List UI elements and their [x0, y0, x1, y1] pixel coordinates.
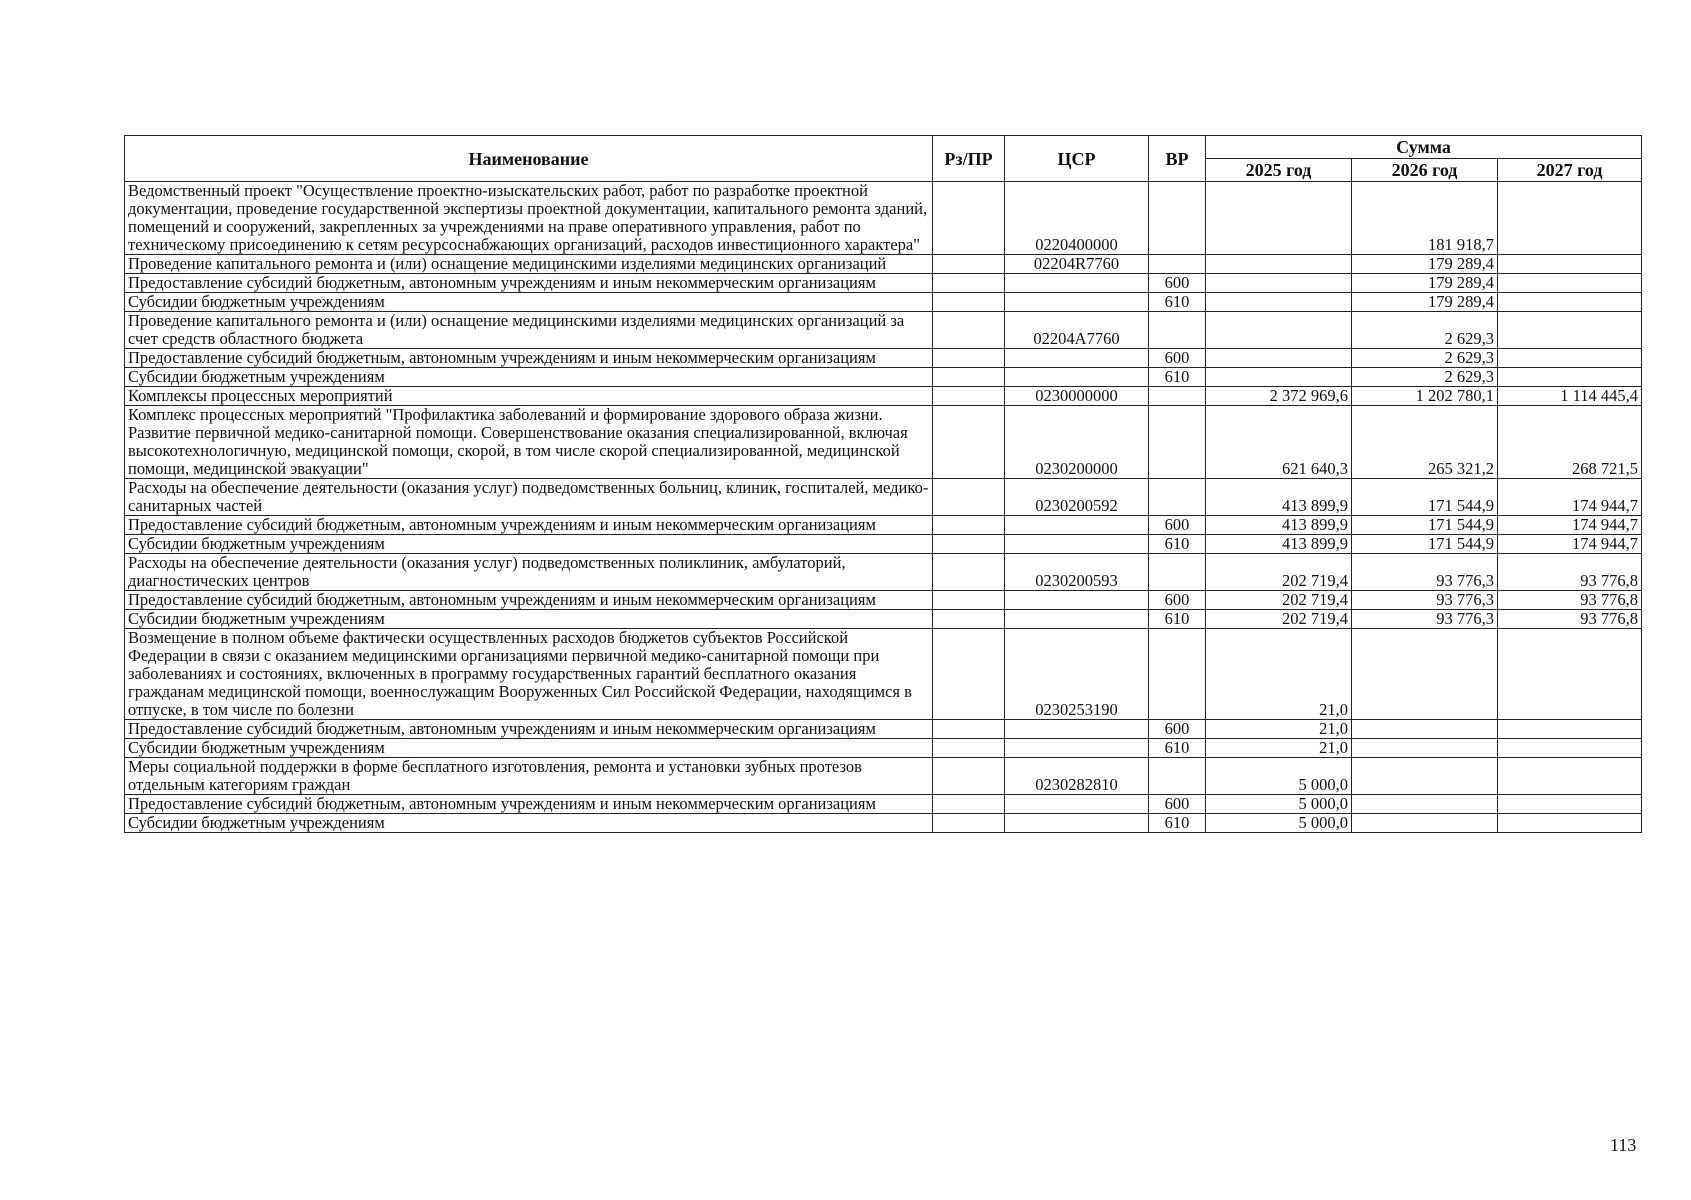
row-rz-pr-cell [933, 758, 1005, 795]
row-vr-cell: 610 [1149, 610, 1206, 629]
row-2025-cell: 202 719,4 [1206, 610, 1352, 629]
row-csr-cell [1005, 274, 1149, 293]
row-2027-cell: 93 776,8 [1498, 610, 1642, 629]
row-rz-pr-cell [933, 814, 1005, 833]
row-2025-cell [1206, 274, 1352, 293]
row-vr-cell [1149, 479, 1206, 516]
row-2027-cell [1498, 814, 1642, 833]
row-csr-cell: 0230200593 [1005, 554, 1149, 591]
table-row [125, 516, 1642, 535]
row-vr-cell [1149, 554, 1206, 591]
row-vr-cell: 600 [1149, 274, 1206, 293]
header-sum: Сумма [1206, 136, 1642, 159]
row-2026-cell: 1 202 780,1 [1352, 387, 1498, 406]
row-2025-cell: 5 000,0 [1206, 795, 1352, 814]
row-csr-cell: 0230000000 [1005, 387, 1149, 406]
row-2025-cell [1206, 293, 1352, 312]
row-vr-cell [1149, 182, 1206, 255]
row-2025-cell: 413 899,9 [1206, 479, 1352, 516]
row-name-cell: Расходы на обеспечение деятельности (оказания услуг) подведомственных поликлиник, амбулаторий, диагностических центров [125, 554, 933, 591]
row-csr-cell: 0230282810 [1005, 758, 1149, 795]
row-name-cell: Предоставление субсидий бюджетным, автономным учреждениям и иным некоммерческим организациям [125, 591, 933, 610]
row-2027-cell [1498, 349, 1642, 368]
row-rz-pr-cell [933, 349, 1005, 368]
row-vr-cell: 600 [1149, 795, 1206, 814]
row-rz-pr-cell [933, 387, 1005, 406]
row-rz-pr-cell [933, 535, 1005, 554]
table-row [125, 255, 1642, 274]
row-vr-cell: 610 [1149, 739, 1206, 758]
header-csr: ЦСР [1005, 136, 1149, 182]
row-vr-cell: 600 [1149, 349, 1206, 368]
row-2027-cell [1498, 293, 1642, 312]
row-2027-cell [1498, 182, 1642, 255]
row-2025-cell: 202 719,4 [1206, 554, 1352, 591]
row-vr-cell: 600 [1149, 516, 1206, 535]
table-header [125, 136, 1642, 182]
row-name-cell: Субсидии бюджетным учреждениям [125, 535, 933, 554]
row-2027-cell: 93 776,8 [1498, 554, 1642, 591]
row-2027-cell [1498, 795, 1642, 814]
row-2025-cell [1206, 255, 1352, 274]
header-vr: ВР [1149, 136, 1206, 182]
row-csr-cell [1005, 591, 1149, 610]
row-csr-cell [1005, 293, 1149, 312]
row-name-cell: Возмещение в полном объеме фактически осуществленных расходов бюджетов субъектов Российской Федерации в связи с оказанием медицинскими организациями первичной медико-санитарной помощи при заболеваниях и состояниях, включенных в программу государственных гарантий бесплатного оказания гражданам медицинской помощи, военнослужащим Вооруженных Сил Российской Федерации, находящимся в отпуске, в том числе по болезни [125, 629, 933, 720]
row-vr-cell [1149, 387, 1206, 406]
row-2026-cell [1352, 758, 1498, 795]
row-name-cell: Проведение капитального ремонта и (или) оснащение медицинскими изделиями медицинских организаций за счет средств областного бюджета [125, 312, 933, 349]
row-2026-cell [1352, 629, 1498, 720]
row-rz-pr-cell [933, 795, 1005, 814]
row-2025-cell: 202 719,4 [1206, 591, 1352, 610]
row-csr-cell [1005, 795, 1149, 814]
row-2025-cell [1206, 368, 1352, 387]
row-2025-cell: 21,0 [1206, 629, 1352, 720]
row-rz-pr-cell [933, 255, 1005, 274]
row-rz-pr-cell [933, 274, 1005, 293]
header-year-2026: 2026 год [1352, 159, 1498, 182]
row-rz-pr-cell [933, 591, 1005, 610]
row-name-cell: Предоставление субсидий бюджетным, автономным учреждениям и иным некоммерческим организациям [125, 349, 933, 368]
row-name-cell: Меры социальной поддержки в форме бесплатного изготовления, ремонта и установки зубных протезов отдельным категориям граждан [125, 758, 933, 795]
table-row [125, 349, 1642, 368]
row-2027-cell: 174 944,7 [1498, 479, 1642, 516]
row-rz-pr-cell [933, 610, 1005, 629]
row-2026-cell: 171 544,9 [1352, 479, 1498, 516]
row-2025-cell [1206, 349, 1352, 368]
row-csr-cell: 0230200592 [1005, 479, 1149, 516]
table-row [125, 274, 1642, 293]
row-2026-cell: 181 918,7 [1352, 182, 1498, 255]
table-row [125, 554, 1642, 591]
table-row [125, 610, 1642, 629]
table-row [125, 293, 1642, 312]
row-2025-cell: 21,0 [1206, 720, 1352, 739]
row-vr-cell [1149, 629, 1206, 720]
row-2027-cell [1498, 368, 1642, 387]
table-row [125, 182, 1642, 255]
row-csr-cell: 0220400000 [1005, 182, 1149, 255]
row-csr-cell [1005, 516, 1149, 535]
header-rz-pr: Рз/ПР [933, 136, 1005, 182]
row-2026-cell: 171 544,9 [1352, 535, 1498, 554]
table-row [125, 795, 1642, 814]
table-row [125, 387, 1642, 406]
row-vr-cell: 610 [1149, 293, 1206, 312]
row-2026-cell [1352, 814, 1498, 833]
row-name-cell: Субсидии бюджетным учреждениям [125, 368, 933, 387]
row-2025-cell [1206, 182, 1352, 255]
table-row [125, 629, 1642, 720]
row-2025-cell: 21,0 [1206, 739, 1352, 758]
budget-table [124, 135, 1642, 833]
row-csr-cell [1005, 720, 1149, 739]
row-name-cell: Предоставление субсидий бюджетным, автономным учреждениям и иным некоммерческим организациям [125, 795, 933, 814]
row-2026-cell [1352, 720, 1498, 739]
row-vr-cell [1149, 758, 1206, 795]
row-vr-cell: 610 [1149, 368, 1206, 387]
row-vr-cell [1149, 255, 1206, 274]
table-row [125, 814, 1642, 833]
row-2025-cell: 2 372 969,6 [1206, 387, 1352, 406]
row-rz-pr-cell [933, 629, 1005, 720]
row-2025-cell: 413 899,9 [1206, 535, 1352, 554]
row-2027-cell: 268 721,5 [1498, 406, 1642, 479]
row-name-cell: Предоставление субсидий бюджетным, автономным учреждениям и иным некоммерческим организациям [125, 516, 933, 535]
row-name-cell: Предоставление субсидий бюджетным, автономным учреждениям и иным некоммерческим организациям [125, 274, 933, 293]
row-rz-pr-cell [933, 554, 1005, 591]
row-csr-cell [1005, 610, 1149, 629]
row-name-cell: Комплексы процессных мероприятий [125, 387, 933, 406]
row-2026-cell: 93 776,3 [1352, 591, 1498, 610]
row-2026-cell: 179 289,4 [1352, 255, 1498, 274]
row-rz-pr-cell [933, 720, 1005, 739]
page-number: 113 [1610, 1135, 1637, 1155]
row-rz-pr-cell [933, 739, 1005, 758]
row-2025-cell: 5 000,0 [1206, 758, 1352, 795]
row-rz-pr-cell [933, 368, 1005, 387]
row-2025-cell [1206, 312, 1352, 349]
row-rz-pr-cell [933, 406, 1005, 479]
row-rz-pr-cell [933, 479, 1005, 516]
row-2026-cell: 179 289,4 [1352, 293, 1498, 312]
row-2026-cell: 265 321,2 [1352, 406, 1498, 479]
table-row [125, 720, 1642, 739]
row-name-cell: Субсидии бюджетным учреждениям [125, 293, 933, 312]
row-vr-cell: 600 [1149, 720, 1206, 739]
header-year-2027: 2027 год [1498, 159, 1642, 182]
row-2026-cell [1352, 795, 1498, 814]
row-vr-cell: 610 [1149, 535, 1206, 554]
row-name-cell: Ведомственный проект "Осуществление проектно-изыскательских работ, работ по разработке проектной документации, проведение государственной экспертизы проектной документации, капитального ремонта зданий, помещений и сооружений, закрепленных за учреждениями на праве оперативного управления, работ по техническому присоединению к сетям ресурсоснабжающих организаций, расходов инвестиционного характера" [125, 182, 933, 255]
row-csr-cell [1005, 814, 1149, 833]
row-csr-cell: 02204R7760 [1005, 255, 1149, 274]
row-name-cell: Проведение капитального ремонта и (или) оснащение медицинскими изделиями медицинских организаций [125, 255, 933, 274]
row-2026-cell: 2 629,3 [1352, 312, 1498, 349]
table-row [125, 739, 1642, 758]
row-csr-cell [1005, 739, 1149, 758]
row-2027-cell: 93 776,8 [1498, 591, 1642, 610]
row-2027-cell: 1 114 445,4 [1498, 387, 1642, 406]
row-rz-pr-cell [933, 182, 1005, 255]
row-2025-cell: 5 000,0 [1206, 814, 1352, 833]
row-2026-cell: 93 776,3 [1352, 610, 1498, 629]
row-2026-cell: 179 289,4 [1352, 274, 1498, 293]
row-2027-cell: 174 944,7 [1498, 535, 1642, 554]
row-csr-cell [1005, 349, 1149, 368]
row-2027-cell [1498, 629, 1642, 720]
table-row [125, 406, 1642, 479]
row-vr-cell [1149, 406, 1206, 479]
row-2026-cell: 2 629,3 [1352, 349, 1498, 368]
row-name-cell: Расходы на обеспечение деятельности (оказания услуг) подведомственных больниц, клиник, госпиталей, медико-санитарных частей [125, 479, 933, 516]
table-body [125, 182, 1642, 833]
header-name: Наименование [125, 136, 933, 182]
table-row [125, 312, 1642, 349]
row-name-cell: Комплекс процессных мероприятий "Профилактика заболеваний и формирование здорового образа жизни. Развитие первичной медико-санитарной помощи. Совершенствование оказания специализированной, включая высокотехнологичную, медицинской помощи, скорой, в том числе скорой специализированной, медицинской помощи, медицинской эвакуации" [125, 406, 933, 479]
row-vr-cell [1149, 312, 1206, 349]
row-2027-cell: 174 944,7 [1498, 516, 1642, 535]
table-row [125, 758, 1642, 795]
row-2027-cell [1498, 758, 1642, 795]
table-row [125, 535, 1642, 554]
table-row [125, 368, 1642, 387]
row-name-cell: Субсидии бюджетным учреждениям [125, 814, 933, 833]
row-csr-cell: 02204A7760 [1005, 312, 1149, 349]
row-2027-cell [1498, 739, 1642, 758]
table-row [125, 479, 1642, 516]
row-csr-cell [1005, 368, 1149, 387]
header-year-2025: 2025 год [1206, 159, 1352, 182]
row-2026-cell: 171 544,9 [1352, 516, 1498, 535]
row-csr-cell: 0230253190 [1005, 629, 1149, 720]
row-rz-pr-cell [933, 312, 1005, 349]
row-vr-cell: 610 [1149, 814, 1206, 833]
row-csr-cell: 0230200000 [1005, 406, 1149, 479]
row-rz-pr-cell [933, 293, 1005, 312]
row-rz-pr-cell [933, 516, 1005, 535]
row-2026-cell: 93 776,3 [1352, 554, 1498, 591]
row-2027-cell [1498, 274, 1642, 293]
row-name-cell: Субсидии бюджетным учреждениям [125, 739, 933, 758]
row-csr-cell [1005, 535, 1149, 554]
row-2026-cell: 2 629,3 [1352, 368, 1498, 387]
table-row [125, 591, 1642, 610]
row-2026-cell [1352, 739, 1498, 758]
row-2025-cell: 621 640,3 [1206, 406, 1352, 479]
row-2027-cell [1498, 720, 1642, 739]
row-2027-cell [1498, 312, 1642, 349]
row-2027-cell [1498, 255, 1642, 274]
row-vr-cell: 600 [1149, 591, 1206, 610]
row-2025-cell: 413 899,9 [1206, 516, 1352, 535]
row-name-cell: Субсидии бюджетным учреждениям [125, 610, 933, 629]
row-name-cell: Предоставление субсидий бюджетным, автономным учреждениям и иным некоммерческим организациям [125, 720, 933, 739]
